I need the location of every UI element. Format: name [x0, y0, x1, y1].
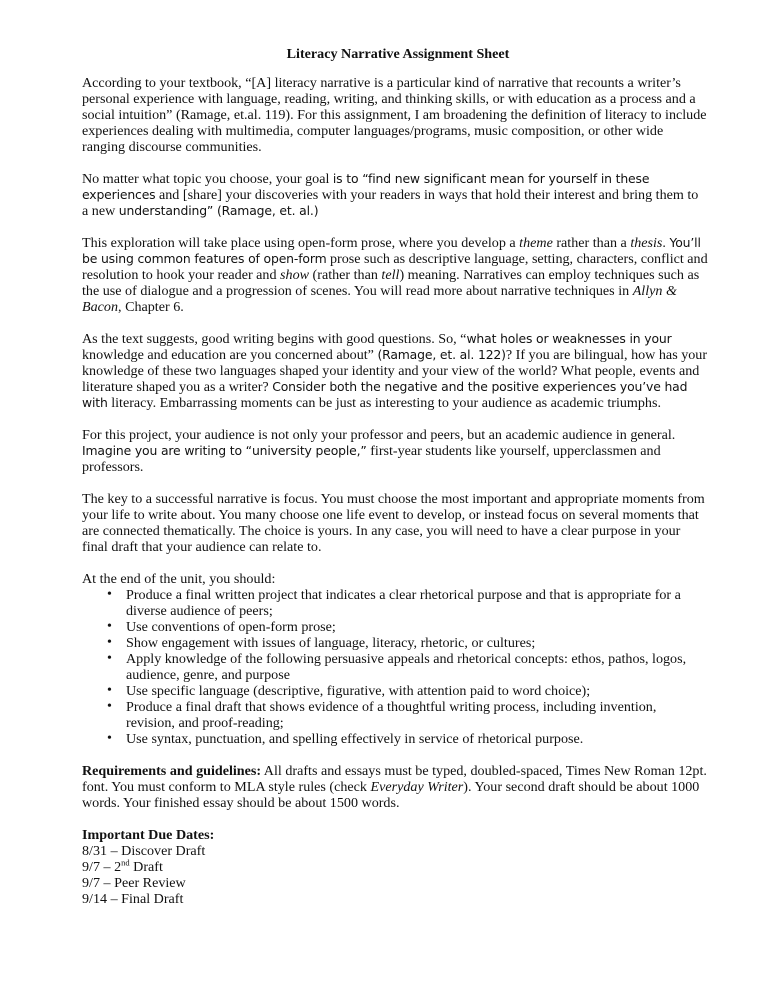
- citation-run: (Ramage, et. al. 122): [377, 347, 506, 362]
- list-item: • Apply knowledge of the following persuasive appeals and rhetorical concepts: ethos, pathos, logos, audience, genre, and purpose: [126, 651, 708, 683]
- text-run: ). Your second draft should be about 1000 words. Your finished essay should be about 1500 words.: [82, 779, 700, 811]
- text-run: , Chapter 6.: [118, 299, 184, 315]
- page-title: Literacy Narrative Assignment Sheet: [286, 46, 510, 62]
- book-title: Allyn & Bacon: [82, 283, 677, 315]
- text-run: prose such as descriptive language, setting, characters, conflict and resolution to hook your reader and: [82, 251, 708, 283]
- text-run: Consider both the negative and the positive experiences you’ve had with: [82, 379, 688, 410]
- quote-run: understanding” (Ramage, et. al.): [118, 203, 319, 218]
- paragraph-definition: According to your textbook, “[A] literacy narrative is a particular kind of narrative that recounts a writer’s personal experience with language, reading, writing, and thinking skills, or with education as a process and a social intuition” (Ramage, et.al. 119). For this assignment, I am broadening the definition of literacy to include experiences dealing with multimedia, computer languages/programs, music composition, or other wide ranging discourse communities.: [82, 75, 707, 155]
- text-run: ? If you are bilingual, how has your knowledge of these two languages shaped your identity and your view of the world? What people, events and literature shaped you as a writer?: [82, 347, 708, 395]
- text-run: knowledge and education are you concerned about”: [82, 347, 378, 363]
- text-run: As the text suggests, good writing begins with good questions. So, “: [82, 331, 467, 347]
- text-run: 9/7 – 2: [82, 859, 122, 875]
- due-date-item: 9/14 – Final Draft: [82, 891, 184, 907]
- text-run: Imagine you are writing to “university people,”: [82, 443, 367, 458]
- text-run: first-year students like yourself, upperclassmen and professors.: [82, 443, 661, 475]
- requirements-label: Requirements and guidelines:: [82, 763, 262, 779]
- list-item: • Show engagement with issues of language, literacy, rhetoric, or cultures;: [126, 635, 708, 651]
- text-run: No matter what topic you choose, your goal: [82, 171, 333, 187]
- due-date-item: [82, 859, 708, 875]
- text-run: All drafts and essays must be typed, doubled-spaced, Times New Roman 12pt. font. You must conform to MLA style rules (check: [82, 763, 707, 795]
- paragraph-open-form: [82, 235, 708, 315]
- quote-run: what holes or weaknesses in your: [466, 331, 672, 346]
- ordinal-suffix: nd: [121, 857, 130, 868]
- paragraph-requirements: [82, 763, 708, 811]
- book-title: Everyday Writer: [370, 779, 464, 795]
- list-item: • Use syntax, punctuation, and spelling effectively in service of rhetorical purpose.: [126, 731, 708, 747]
- paragraph-audience: [82, 427, 708, 475]
- list-item: • Use conventions of open-form prose;: [126, 619, 708, 635]
- text-run: (rather than: [309, 267, 382, 283]
- term-thesis: thesis: [630, 235, 663, 251]
- paragraph-goal: [82, 171, 708, 219]
- list-item: • Produce a final draft that shows evidence of a thoughtful writing process, including invention, revision, and proof-reading;: [126, 699, 708, 731]
- text-run: Draft: [129, 859, 163, 875]
- quote-run: is to “find new significant mean for yourself in these experiences: [82, 171, 650, 202]
- outcomes-list: [82, 587, 708, 747]
- text-run: For this project, your audience is not only your professor and peers, but an academic audience in general.: [82, 427, 676, 443]
- text-run: ) meaning. Narratives can employ techniques such as the use of dialogue and a progression of scenes. You will read more about narrative techniques in: [82, 267, 700, 299]
- paragraph-focus: The key to a successful narrative is focus. You must choose the most important and appropriate moments from your life to write about. You many choose one life event to develop, or instead focus on several moments that are connected thematically. The choice is yours. In any case, you will need to have a clear purpose in your final draft that your audience can relate to.: [82, 491, 705, 555]
- text-run: and [share] your discoveries with your readers in ways that hold their interest and bring them to a new: [82, 187, 699, 219]
- due-dates: [82, 827, 708, 907]
- text-run: literacy. Embarrassing moments can be just as interesting to your audience as academic triumphs.: [107, 395, 661, 411]
- text-run: .: [662, 235, 670, 251]
- text-run: This exploration will take place using open-form prose, where you develop a: [82, 235, 520, 251]
- term-theme: theme: [519, 235, 553, 251]
- text-run: rather than a: [552, 235, 631, 251]
- due-date-item: 8/31 – Discover Draft: [82, 843, 206, 859]
- paragraph-questions: [82, 331, 708, 411]
- term-tell: tell: [381, 267, 400, 283]
- due-date-item: 9/7 – Peer Review: [82, 875, 186, 891]
- outcomes-intro: At the end of the unit, you should:: [82, 571, 276, 587]
- text-run: You’ll be using common features of open-form: [82, 235, 701, 266]
- due-dates-heading: Important Due Dates:: [82, 827, 215, 843]
- list-item: • Produce a final written project that indicates a clear rhetorical purpose and that is appropriate for a diverse audience of peers;: [126, 587, 708, 619]
- term-show: show: [280, 267, 310, 283]
- list-item: • Use specific language (descriptive, figurative, with attention paid to word choice);: [126, 683, 708, 699]
